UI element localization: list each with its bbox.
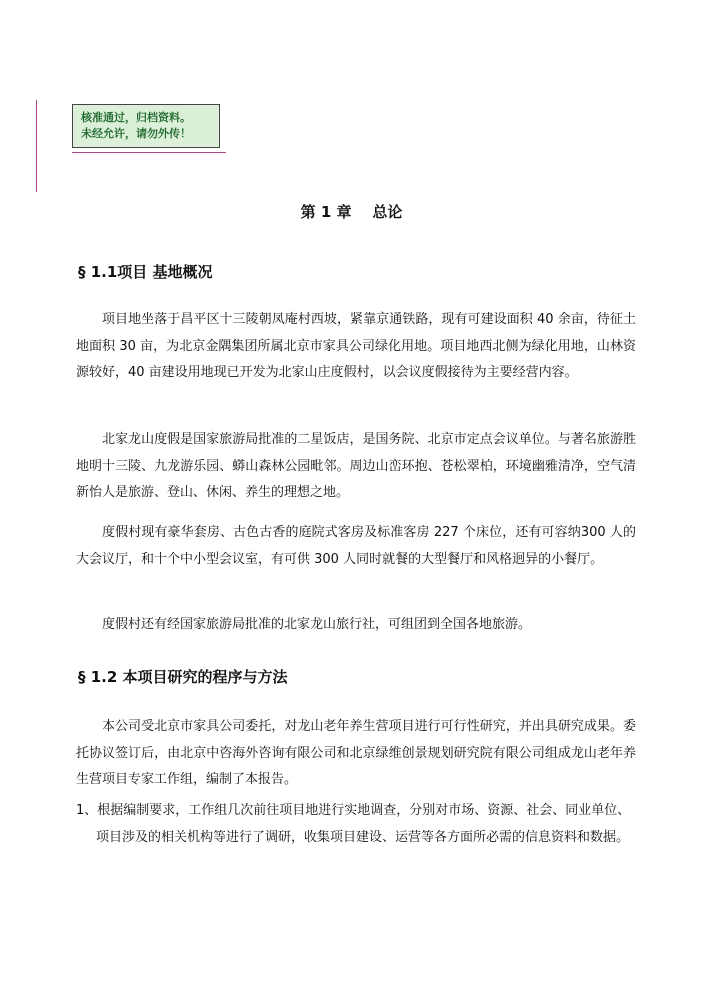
list-item-1-2-1: 1、根据编制要求，工作组几次前往项目地进行实地调查，分别对市场、资源、社会、同业单位、项目涉及的相关机构等进行了调研，收集项目建设、运营等各方面所必需的信息资料和数据。 [76,803,631,845]
paragraph-1-1-1: 项目地坐落于昌平区十三陵朝凤庵村西坡，紧靠京通铁路，现有可建设面积 40 余亩，待征土地面积 30 亩，为北京金隅集团所属北京市家具公司绿化用地。项目地西北侧为绿化用地，山林资源较好，40 亩建设用地现已开发为北家山庄度假村，以会议度假接待为主要经营内容。 [76,312,636,380]
section-title-1-1: § 1.1项目 基地概况 [78,263,213,281]
margin-change-bar [36,100,37,192]
chapter-title: 第 1 章 总论 [300,203,403,221]
paragraph-1-2-1: 本公司受北京市家具公司委托，对龙山老年养生营项目进行可行性研究，并出具研究成果。委托协议签订后，由北京中咨海外咨询有限公司和北京绿维创景规划研究院有限公司组成龙山老年养生营项目专家工作组，编制了本报告。 [76,719,636,787]
stamp-line-1: 核准通过，归档资料。 [81,111,191,124]
section-title-1-2: § 1.2 本项目研究的程序与方法 [78,668,288,686]
stamp-underline [72,152,226,153]
paragraph-1-1-3: 度假村现有豪华套房、古色古香的庭院式客房及标准客房 227 个床位，还有可容纳300 人的大会议厅，和十个中小型会议室，有可供 300 人同时就餐的大型餐厅和风格迥异的小餐厅。 [76,525,636,567]
stamp-line-2: 未经允许，请勿外传！ [81,127,191,140]
paragraph-1-1-4: 度假村还有经国家旅游局批准的北家龙山旅行社，可组团到全国各地旅游。 [102,617,532,632]
stamp-box [72,104,220,148]
paragraph-1-1-2: 北家龙山度假是国家旅游局批准的二星饭店，是国务院、北京市定点会议单位。与著名旅游胜地明十三陵、九龙游乐园、蟒山森林公园毗邻。周边山峦环抱、苍松翠柏，环境幽雅清净，空气清新怡人是旅游、登山、休闲、养生的理想之地。 [76,432,636,500]
approval-stamp [72,104,226,153]
